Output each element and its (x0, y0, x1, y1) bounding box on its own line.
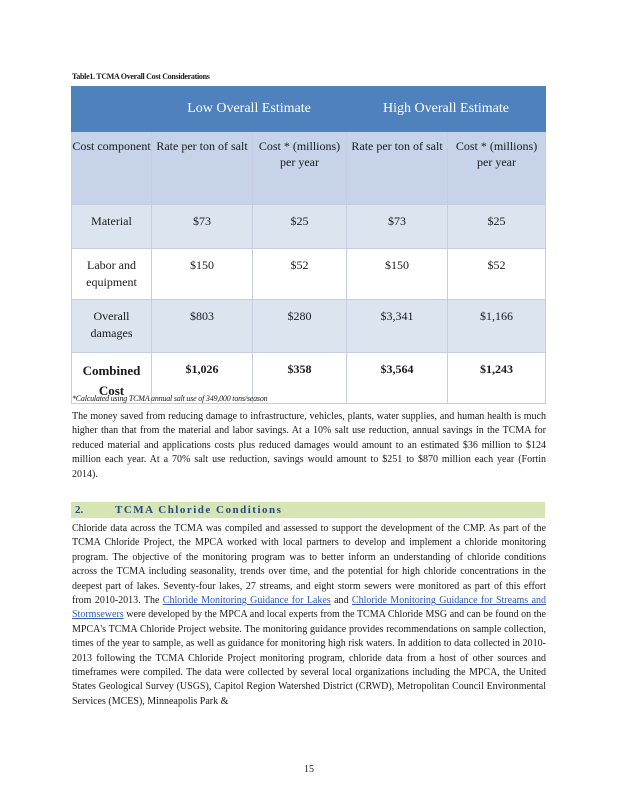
col-header: Rate per ton of salt (347, 132, 448, 205)
table-cell: $25 (448, 205, 546, 249)
table-band-row (72, 87, 546, 132)
paragraph-text: and (330, 595, 352, 607)
table-cell: $73 (152, 205, 253, 249)
col-header: Cost * (millions) per year (448, 132, 546, 205)
row-label: Material (72, 205, 152, 249)
cost-table (71, 86, 546, 404)
table-cell: $25 (253, 205, 347, 249)
table-cell: $52 (448, 249, 546, 300)
paragraph-text: Chloride data across the TCMA was compiled and assessed to support the development of the CMP. As part of the TCMA Chloride Project, the MPCA worked with local partners to develop and implement a chloride monitoring program. The objective of the monitoring program was to better inform an understanding of chloride conditions across the TCMA including seasonality, trends over time, and the potential for high chloride concentrations in the deepest part of lakes. Seventy-four lakes, 27 streams, and eight storm sewers were monitored as part of this effort from 2010-2013. The (72, 523, 546, 607)
row-label: Labor and equipment (72, 249, 152, 300)
table-cell: $150 (152, 249, 253, 300)
table-cell: $1,026 (152, 353, 253, 404)
table-row (72, 300, 546, 353)
col-header: Rate per ton of salt (152, 132, 253, 205)
table-cell: $3,564 (347, 353, 448, 404)
table-header-row (72, 132, 546, 205)
table-cell: $150 (347, 249, 448, 300)
band-high-estimate: High Overall Estimate (347, 87, 546, 132)
row-label: Combined Cost (72, 353, 152, 404)
link-lakes-guidance[interactable]: Chloride Monitoring Guidance for Lakes (162, 595, 331, 607)
table-cell: $3,341 (347, 300, 448, 353)
table-cell: $1,166 (448, 300, 546, 353)
table-cell: $280 (253, 300, 347, 353)
paragraph-cost-savings: The money saved from reducing damage to infrastructure, vehicles, plants, water supplies, and human health is much higher than that from the material and labor savings. At a 10% salt use reduction, annual savings in the TCMA for reduced material and applications costs plus reduced damages would amount to an estimated $36 million to $124 million each year. At a 70% salt use reduction, savings would amount to $251 to $870 million each year (Fortin 2014). (72, 411, 546, 480)
row-label: Overall damages (72, 300, 152, 353)
table-footnote: *Calculated using TCMA annual salt use of 349,000 tons/season (72, 394, 268, 403)
paragraph-chloride-conditions (72, 522, 546, 709)
band-low-estimate: Low Overall Estimate (152, 87, 347, 132)
table-cell: $358 (253, 353, 347, 404)
table-cell: $1,243 (448, 353, 546, 404)
link-streams-guidance[interactable]: Chloride Monitoring Guidance for Streams and Stormsewers (72, 595, 547, 621)
section-title: TCMA Chloride Conditions (115, 504, 283, 516)
col-header: Cost component (72, 132, 152, 205)
table-cell: $52 (253, 249, 347, 300)
page-number: 15 (304, 764, 314, 775)
table-row (72, 249, 546, 300)
band-spacer (72, 87, 152, 132)
table-caption: Table1. TCMA Overall Cost Considerations (72, 72, 210, 81)
section-heading (71, 502, 545, 518)
table-cell: $803 (152, 300, 253, 353)
col-header: Cost * (millions) per year (253, 132, 347, 205)
section-number: 2. (75, 504, 84, 516)
paragraph-text: were developed by the MPCA and local experts from the TCMA Chloride MSG and can be found on the MPCA's TCMA Chloride Project website. The monitoring guidance provides recommendations on sample collection, times of the year to sample, as well as guidance for monitoring high risk waters. In addition to data collected in 2010-2013 following the TCMA Chloride Project monitoring program, chloride data from a host of other sources and timeframes were compiled. The data were collected by several local organizations including the MPCA, the United States Geological Survey (USGS), Capitol Region Watershed District (CRWD), Metropolitan Council Environmental Services (MCES), Minneapolis Park & (72, 609, 546, 707)
table-cell: $73 (347, 205, 448, 249)
table-row (72, 205, 546, 249)
